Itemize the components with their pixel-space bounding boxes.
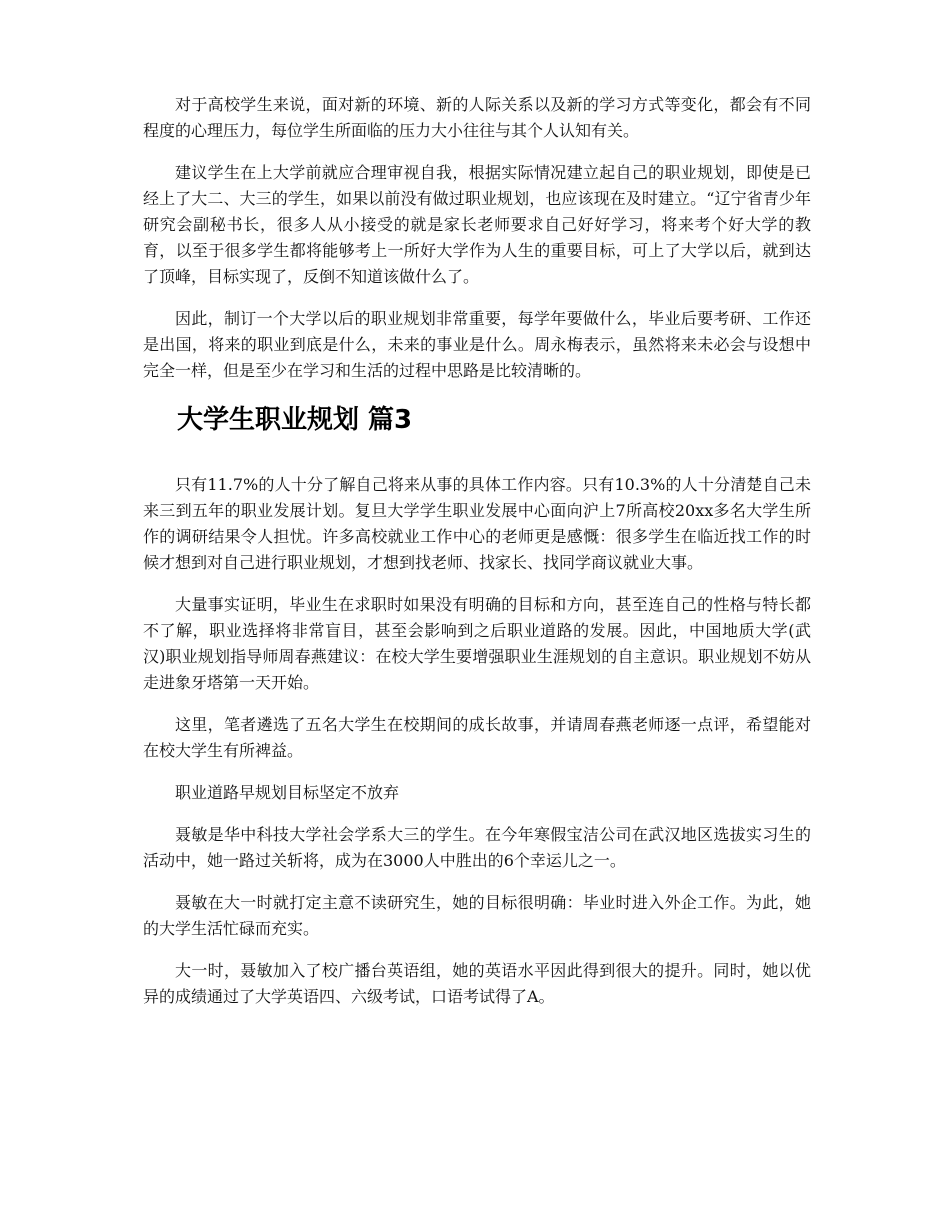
paragraph: 这里，笔者遴选了五名大学生在校期间的成长故事，并请周春燕老师逐一点评，希望能对在校大学生有所裨益。	[143, 715, 811, 760]
paragraph: 大一时，聂敏加入了校广播台英语组，她的英语水平因此得到很大的提升。同时，她以优异的成绩通过了大学英语四、六级考试，口语考试得了A。	[143, 961, 811, 1006]
subheading-paragraph: 职业道路早规划目标坚定不放弃	[175, 783, 400, 802]
paragraph: 大量事实证明，毕业生在求职时如果没有明确的目标和方向，甚至连自己的性格与特长都不了解，职业选择将非常盲目，甚至会影响到之后职业道路的发展。因此，中国地质大学(武汉)职业规划指导师周春燕建议：在校大学生要增强职业生涯规划的自主意识。职业规划不妨从走进象牙塔第一天开始。	[143, 595, 811, 692]
paragraph: 聂敏是华中科技大学社会学系大三的学生。在今年寒假宝洁公司在武汉地区选拔实习生的活动中，她一路过关斩将，成为在3000人中胜出的6个幸运儿之一。	[143, 825, 811, 870]
paragraph: 建议学生在上大学前就应合理审视自我，根据实际情况建立起自己的职业规划，即使是已经上了大二、大三的学生，如果以前没有做过职业规划，也应该现在及时建立。“辽宁省青少年研究会副秘书长，很多人从小接受的就是家长老师要求自己好好学习，将来考个好大学的教育，以至于很多学生都将能够考上一所好大学作为人生的重要目标，可上了大学以后，就到达了顶峰，目标实现了，反倒不知道该做什么了。	[143, 163, 811, 286]
paragraph: 只有11.7%的人十分了解自己将来从事的具体工作内容。只有10.3%的人十分清楚自己未来三到五年的职业发展计划。复旦大学学生职业发展中心面向沪上7所高校20xx多名大学生所作的调研结果令人担忧。许多高校就业工作中心的老师更是感慨：很多学生在临近找工作的时候才想到对自己进行职业规划，才想到找老师、找家长、找同学商议就业大事。	[143, 475, 811, 572]
paragraph: 因此，制订一个大学以后的职业规划非常重要，每学年要做什么，毕业后要考研、工作还是出国，将来的职业到底是什么，未来的事业是什么。周永梅表示，虽然将来未必会与设想中完全一样，但是至少在学习和生活的过程中思路是比较清晰的。	[143, 309, 811, 380]
paragraph: 对于高校学生来说，面对新的环境、新的人际关系以及新的学习方式等变化，都会有不同程度的心理压力，每位学生所面临的压力大小往往与其个人认知有关。	[143, 95, 811, 140]
section-heading: 大学生职业规划 篇3	[177, 405, 413, 435]
document-page	[143, 92, 811, 1026]
paragraph: 聂敏在大一时就打定主意不读研究生，她的目标很明确：毕业时进入外企工作。为此，她的大学生活忙碌而充实。	[143, 893, 811, 938]
